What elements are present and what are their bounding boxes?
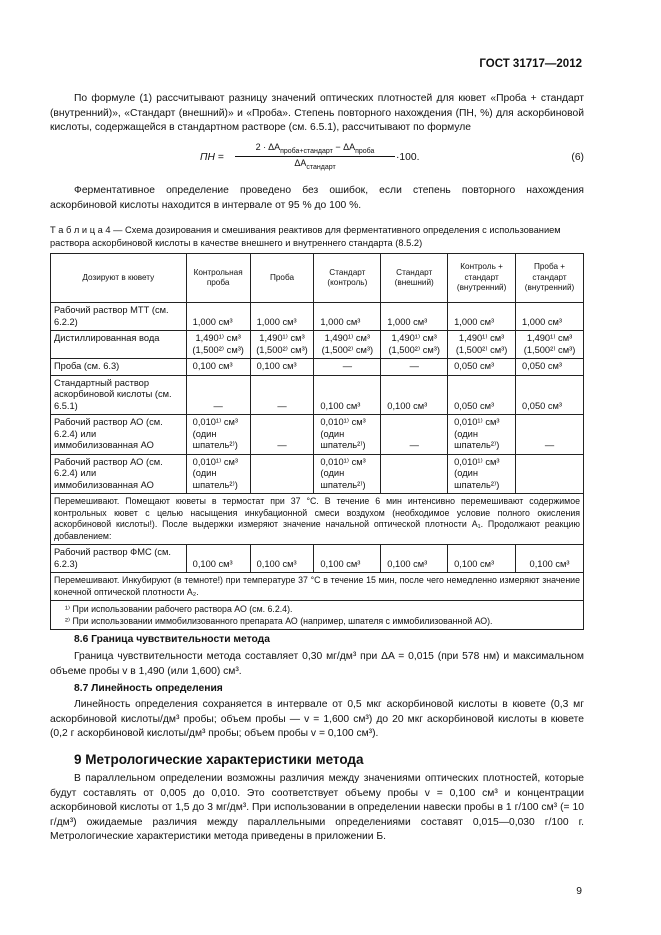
row-label: Стандартный раствор аскорбиновой кислоты (см. 6.5.1) [51,375,187,415]
table-cell: 0,100 см³ [186,359,250,376]
table-cell: 0,010¹⁾ см³ (один шпатель²⁾) [448,454,516,494]
table-header-cell: Стандарт (внешний) [381,254,448,303]
section-8-6-title: 8.6 Граница чувствительности метода [74,634,270,645]
table-row [51,545,584,573]
table-note: Перемешивают. Помещают кюветы в термостат при 37 °С. В течение 6 мин интенсивно перемешивают содержимое контрольных кювет с целью насыщения инкубационной смеси воздухом (необходимое условие полного окисления аскорбиновой кислоты!). После выдержки измеряют значение начальной оптической плотности A₁. Продолжают реакцию добавлением: [51,494,584,545]
page-number: 9 [576,886,582,897]
table-row [51,415,584,455]
table-header-cell: Проба + стандарт (внутренний) [516,254,584,303]
table-header-cell: Дозируют в кювету [51,254,187,303]
table-cell: 0,100 см³ [250,359,314,376]
section-8-7-title: 8.7 Линейность определения [74,683,223,694]
table-note: Перемешивают. Инкубируют (в темноте!) при температуре 37 °С в течение 15 мин, после чего немедленно измеряют значение конечной оптической плотности A₂. [51,573,584,601]
table-cell: — [250,415,314,455]
section-8-7-text: Линейность определения сохраняется в интервале от 0,5 мкг аскорбиновой кислоты в кювете (0,3 мг аскорбиновой кислоты/дм³ пробы; объем пробы — v = 1,600 см³) до 20 мкг аскорбиновой кислоты в кювете (0,2 г аскорбиновой кислоты/дм³ пробы; объем пробы v = 0,100 см³). [50,699,584,739]
standard-header: ГОСТ 31717—2012 [479,58,582,70]
formula-number: (6) [571,152,584,163]
table-cell: 0,010¹⁾ см³ (один шпатель²⁾) [314,415,381,455]
row-label: Рабочий раствор АО (см. 6.2.4) или иммобилизованная АО [51,415,187,455]
table-cell: 0,050 см³ [448,359,516,376]
table-cell: 0,100 см³ [516,545,584,573]
row-label: Рабочий раствор ФМС (см. 6.2.3) [51,545,187,573]
table-row [51,375,584,415]
row-label: Дистиллированная вода [51,331,187,359]
table-row [51,331,584,359]
footnote-1: ¹⁾ При использовании рабочего раствора АО (см. 6.2.4). [65,604,293,614]
footnote-2: ²⁾ При использовании иммобилизованного препарата АО (например, шпателя с иммобилизованной АО). [65,616,493,626]
table-cell: — [250,375,314,415]
section-9-text: В параллельном определении возможны различия между значениями оптических плотностей, которые будут составлять от 0,005 до 0,010. Это соответствует объему пробы v = 0,100 см³ и концентрации аскорбиновой кислоты от 1,5 до 3 мг/дм³. При использовании в определении навески пробы в 1 г/100 см³ (= 10 г/дм³) ожидаемые различия между параллельными определениями составят 0,015—0,030 г/100 г. Метрологические характеристики метода приведены в приложении Б. [50,773,584,842]
table-cell: — [314,359,381,376]
formula-6 [50,142,584,176]
validity-paragraph: Ферментативное определение проведено без ошибок, если степень повторного нахождения аскорбиновой кислоты находится в интервале от 95 % до 100 %. [50,185,584,211]
table-header-cell: Контрольная проба [186,254,250,303]
table-note-row [51,573,584,601]
table-cell: 0,010¹⁾ см³ (один шпатель²⁾) [314,454,381,494]
table-header-cell: Стандарт (контроль) [314,254,381,303]
table-header-cell: Проба [250,254,314,303]
table-cell: 0,100 см³ [381,545,448,573]
table-cell: 1,490¹⁾ см³ (1,500²⁾ см³) [381,331,448,359]
table-cell: 0,100 см³ [448,545,516,573]
table-cell: 1,000 см³ [250,303,314,331]
table-cell: 0,050 см³ [516,359,584,376]
table-cell: 0,100 см³ [314,545,381,573]
table-cell: 1,490¹⁾ см³ (1,500²⁾ см³) [314,331,381,359]
table-cell: 0,100 см³ [314,375,381,415]
table-cell: 1,000 см³ [516,303,584,331]
row-label: Рабочий раствор МТТ (см. 6.2.2) [51,303,187,331]
table-footnote-row [51,601,584,630]
table-cell: 1,000 см³ [314,303,381,331]
table-cell: 0,010¹⁾ см³ (один шпатель²⁾) [186,454,250,494]
table-cell: 1,490¹⁾ см³ (1,500²⁾ см³) [186,331,250,359]
section-8-6-text: Граница чувствительности метода составляет 0,30 мг/дм³ при ΔA = 0,015 (при 578 нм) и максимальном объеме пробы v в 1,490 (или 1,600) см³. [50,651,584,677]
table-row [51,454,584,494]
table-cell: — [381,359,448,376]
table-cell: 1,000 см³ [186,303,250,331]
table-note-row [51,494,584,545]
table-cell: 0,100 см³ [250,545,314,573]
formula-rhs: ·100. [396,152,420,163]
table-cell: 1,000 см³ [448,303,516,331]
table-cell: 0,100 см³ [381,375,448,415]
table-cell: 0,100 см³ [186,545,250,573]
formula-lhs: ПН = [200,152,224,163]
table-cell: 1,490¹⁾ см³ (1,500²⁾ см³) [448,331,516,359]
table-cell [250,454,314,494]
table-cell: — [381,415,448,455]
table-row [51,359,584,376]
table-header-cell: Контроль + стандарт (внутренний) [448,254,516,303]
table-cell: 0,010¹⁾ см³ (один шпатель²⁾) [448,415,516,455]
table-cell: 1,000 см³ [381,303,448,331]
intro-paragraph: По формуле (1) рассчитывают разницу значений оптических плотностей для кювет «Проба + стандарт (внутренний)», «Стандарт (внешний)» и «Проба». Степень повторного нахождения (ПН, %) для аскорбиновой кислоты, содержащейся в стандартном растворе (см. 6.5.1), рассчитывают по формуле [50,93,584,133]
dosing-table [50,253,584,630]
table-cell: 0,010¹⁾ см³ (один шпатель²⁾) [186,415,250,455]
table-cell [516,454,584,494]
table-cell: — [186,375,250,415]
table-footnotes [51,601,584,630]
table-cell: — [516,415,584,455]
table-cell: 0,050 см³ [516,375,584,415]
formula-fraction [235,142,395,171]
table-header-row [51,254,584,303]
table-row [51,303,584,331]
table-cell: 1,490¹⁾ см³ (1,500²⁾ см³) [250,331,314,359]
table-caption: Т а б л и ц а 4 — Схема дозирования и смешивания реактивов для ферментативного определения с использованием раствора аскорбиновой кислоты в качестве внешнего и внутреннего стандарта (8.5.2) [50,225,561,248]
formula-numerator: $2 \cdot \Delta A_{проба+стандарт} - \Delta A_{проба}$ [235,142,395,157]
formula-denominator: $\Delta A_{стандарт}$ [294,157,336,171]
table-cell: 1,490¹⁾ см³ (1,500²⁾ см³) [516,331,584,359]
section-9-title: 9 Метрологические характеристики метода [74,752,364,767]
row-label: Рабочий раствор АО (см. 6.2.4) или иммобилизованная АО [51,454,187,494]
row-label: Проба (см. 6.3) [51,359,187,376]
table-cell: 0,050 см³ [448,375,516,415]
table-cell [381,454,448,494]
